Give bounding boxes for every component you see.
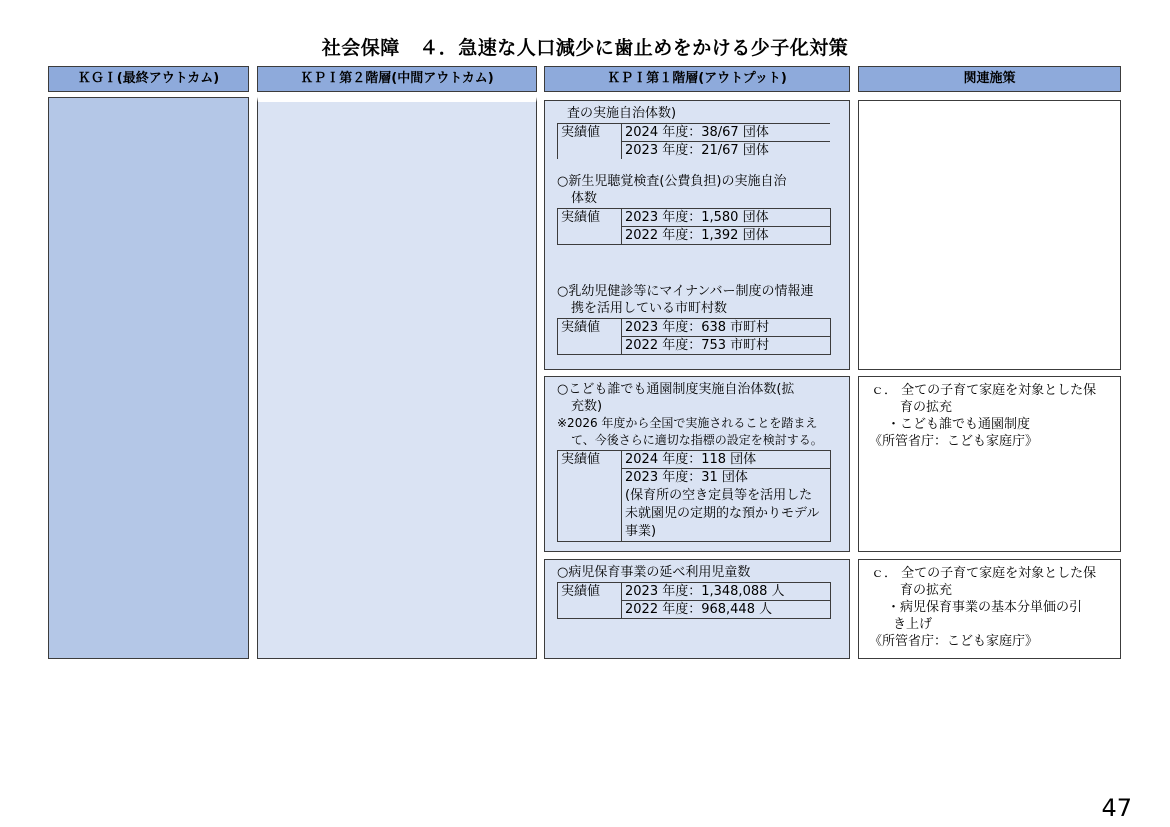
results-value: 2022 年度：968,448 人 — [622, 601, 831, 619]
results-value: 2023 年度：21/67 団体 — [622, 142, 831, 160]
kpi1-box-daycare — [544, 376, 850, 552]
kpi1-box-sick-child — [544, 559, 850, 659]
kpi-item-newborn-hearing: ○新生児聴覚検査(公費負担)の実施自治 — [557, 174, 787, 189]
results-value: 2022 年度：753 市町村 — [622, 337, 831, 355]
measure-box-sick-child — [858, 559, 1121, 659]
header-kgi: ＫＧＩ(最終アウトカム) — [48, 66, 249, 92]
kpi2-column — [257, 97, 537, 659]
kpi-item-mynumber: ○乳幼児健診等にマイナンバー制度の情報連 — [557, 284, 814, 299]
results-label: 実績値 — [558, 583, 622, 619]
ministry-line: 《所管省庁：こども家庭庁》 — [869, 634, 1039, 649]
results-value: 2023 年度：1,348,088 人 — [622, 583, 831, 601]
measure-line: ・こども誰でも通園制度 — [887, 417, 1031, 432]
measure-line: 育の拡充 — [900, 400, 953, 415]
results-table — [557, 208, 831, 245]
kpi-text: 査の実施自治体数) — [567, 106, 677, 121]
measure-line: ・病児保育事業の基本分単価の引 — [887, 600, 1083, 615]
header-kpi2: ＫＰＩ第２階層(中間アウトカム) — [257, 66, 537, 92]
results-table — [557, 123, 830, 159]
results-table — [557, 582, 831, 619]
kpi-item-newborn-hearing-cont: 体数 — [571, 191, 598, 206]
results-label: 実績値 — [558, 451, 622, 542]
results-table — [557, 318, 831, 355]
measure-line: き上げ — [893, 617, 933, 632]
kpi-note: ※2026 年度から全国で実施されることを踏まえ — [557, 416, 818, 430]
results-value: 2024 年度：38/67 団体 — [622, 124, 831, 142]
results-label: 実績値 — [558, 319, 622, 355]
results-value: 2023 年度：1,580 団体 — [622, 209, 831, 227]
page-title: 社会保障 ４．急速な人口減少に歯止めをかける少子化対策 — [321, 37, 849, 59]
measure-line: ｃ． 全ての子育て家庭を対象とした保 — [871, 383, 1097, 398]
results-value: 2022 年度：1,392 団体 — [622, 227, 831, 245]
header-kpi1: ＫＰＩ第１階層(アウトプット) — [544, 66, 850, 92]
results-label: 実績値 — [558, 209, 622, 245]
results-value: 2024 年度：118 団体 — [622, 451, 831, 469]
results-value: 2023 年度：638 市町村 — [622, 319, 831, 337]
measure-line: ｃ． 全ての子育て家庭を対象とした保 — [871, 566, 1097, 581]
kpi-item-sick-child: ○病児保育事業の延べ利用児童数 — [557, 565, 751, 580]
results-table — [557, 450, 831, 542]
kpi1-box-health-checks — [544, 100, 850, 370]
kpi-item-daycare-cont: 充数) — [571, 399, 603, 414]
results-label: 実績値 — [558, 124, 622, 160]
header-measures: 関連施策 — [858, 66, 1121, 92]
measure-box-empty — [858, 100, 1121, 370]
kpi-note-cont: て、今後さらに適切な指標の設定を検討する。 — [571, 433, 823, 447]
measure-line: 育の拡充 — [900, 583, 953, 598]
kgi-column — [48, 97, 249, 659]
results-value: 2023 年度：31 団体 (保育所の空き定員等を活用した 未就園児の定期的な預かりモデル 事業) — [622, 469, 831, 542]
page-number: 47 — [1101, 794, 1132, 822]
kpi-item-daycare: ○こども誰でも通園制度実施自治体数(拡 — [557, 382, 795, 397]
measure-box-daycare — [858, 376, 1121, 552]
kpi-item-mynumber-cont: 携を活用している市町村数 — [571, 301, 728, 316]
ministry-line: 《所管省庁：こども家庭庁》 — [869, 434, 1039, 449]
